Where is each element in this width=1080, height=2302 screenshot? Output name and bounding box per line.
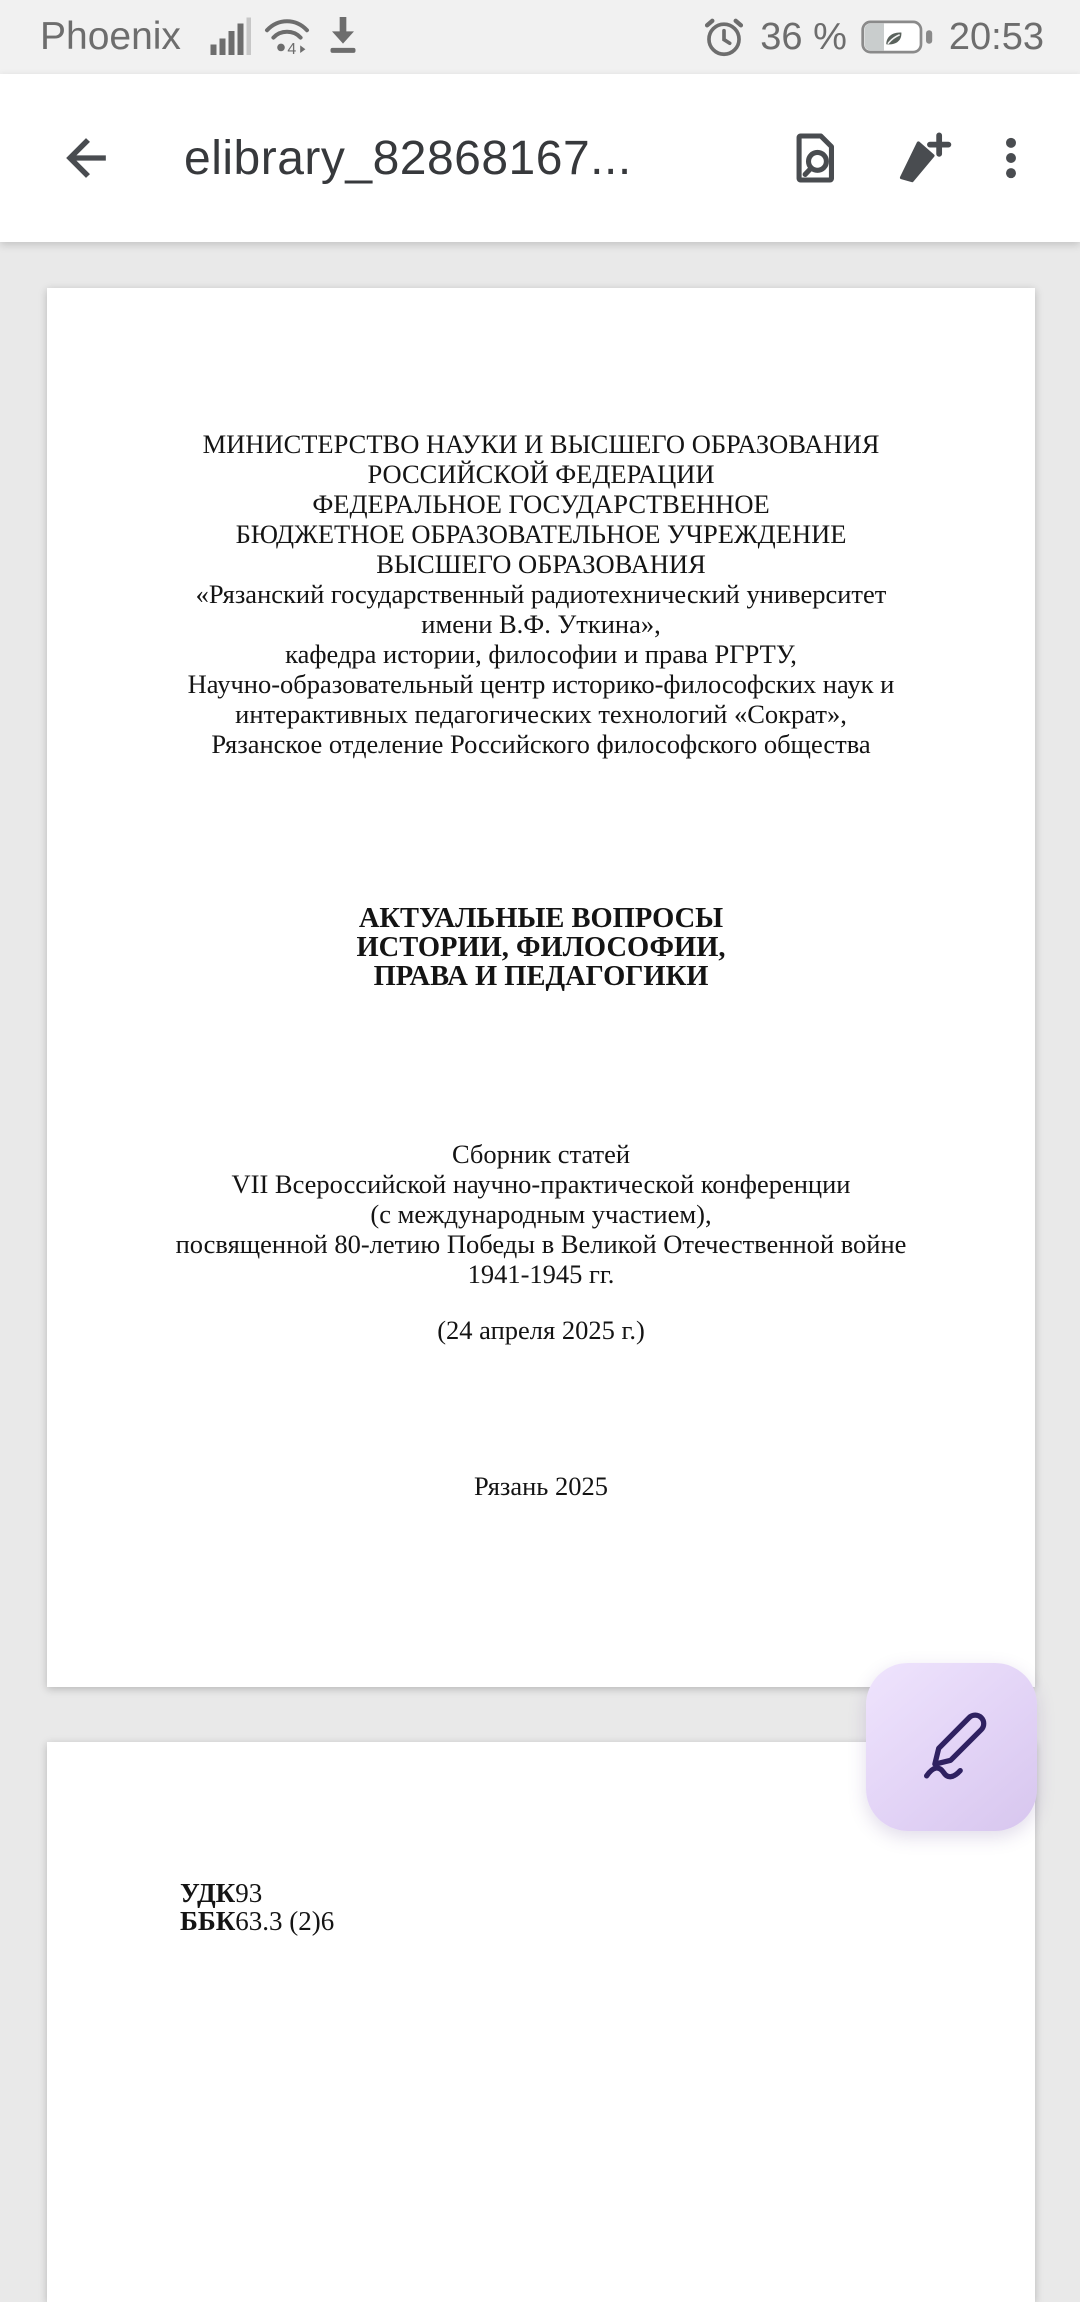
city-line: Рязань 2025 [473, 1471, 609, 1501]
bbk-value: 63.3 (2)6 [235, 1906, 335, 1936]
doc-line: (с международным участием), [370, 1199, 712, 1229]
svg-text:4: 4 [287, 40, 297, 58]
download-icon [323, 15, 363, 59]
doc-line: Научно-образовательный центр историко-философских наук и [187, 669, 895, 699]
doc-line: 1941-1945 гг. [467, 1259, 615, 1289]
doc-line: кафедра истории, философии и права РГРТУ, [285, 639, 797, 669]
doc-title-line: АКТУАЛЬНЫЕ ВОПРОСЫ [358, 903, 724, 934]
institution-block [47, 429, 1035, 759]
clock-label: 20:53 [948, 15, 1044, 58]
wifi-icon [263, 15, 311, 59]
back-arrow-icon[interactable] [40, 103, 132, 213]
doc-line: БЮДЖЕТНОЕ ОБРАЗОВАТЕЛЬНОЕ УЧРЕЖДЕНИЕ [235, 519, 847, 549]
bbk-label: ББК [180, 1906, 236, 1936]
signal-strength-icon [209, 16, 251, 58]
date-line: (24 апреля 2025 г.) [437, 1315, 645, 1345]
doc-line: VII Всероссийской научно-практической конференции [231, 1169, 851, 1199]
doc-line: имени В.Ф. Уткина», [421, 609, 661, 639]
udk-value: 93 [235, 1878, 263, 1908]
carrier-label: Phoenix [40, 15, 181, 58]
doc-line: Сборник статей [451, 1139, 631, 1169]
doc-line: ВЫСШЕГО ОБРАЗОВАНИЯ [376, 549, 706, 579]
alarm-icon [702, 15, 746, 59]
pdf-page-2 [47, 1742, 1035, 2302]
date-block [47, 1315, 1035, 1345]
doc-line: интерактивных педагогических технологий «Сократ», [235, 699, 847, 729]
bbk-line [180, 1907, 1035, 1935]
annotate-fab-button[interactable] [866, 1663, 1037, 1831]
find-in-page-icon[interactable] [764, 103, 868, 213]
document-title: elibrary_82868167... [184, 131, 632, 185]
doc-line: ФЕДЕРАЛЬНОЕ ГОСУДАРСТВЕННОЕ [312, 489, 770, 519]
pdf-page-1 [47, 288, 1035, 1687]
battery-saver-icon [861, 17, 935, 57]
doc-title-line: ИСТОРИИ, ФИЛОСОФИИ, [356, 932, 726, 963]
subtitle-block [47, 1139, 1035, 1289]
doc-line: МИНИСТЕРСТВО НАУКИ И ВЫСШЕГО ОБРАЗОВАНИЯ [202, 429, 880, 459]
doc-line: РОССИЙСКОЙ ФЕДЕРАЦИИ [367, 459, 715, 489]
status-bar [0, 0, 1080, 74]
doc-line: Рязанское отделение Российского философского общества [211, 729, 871, 759]
overflow-menu-icon[interactable] [972, 103, 1050, 213]
udk-label: УДК [180, 1878, 236, 1908]
signature-pen-icon [909, 1705, 995, 1789]
doc-title-line: ПРАВА И ПЕДАГОГИКИ [373, 961, 709, 992]
status-right [696, 15, 1052, 59]
app-bar-actions [764, 103, 1050, 213]
app-bar [0, 74, 1080, 242]
status-left [40, 15, 369, 59]
udk-line [180, 1879, 1035, 1907]
city-block [47, 1471, 1035, 1501]
add-to-drive-icon[interactable] [868, 103, 972, 213]
conference-title [47, 904, 1035, 991]
battery-percent-label: 36 % [760, 15, 847, 58]
doc-line: «Рязанский государственный радиотехнический университет [195, 579, 887, 609]
doc-line: посвященной 80-летию Победы в Великой Отечественной войне [175, 1229, 907, 1259]
